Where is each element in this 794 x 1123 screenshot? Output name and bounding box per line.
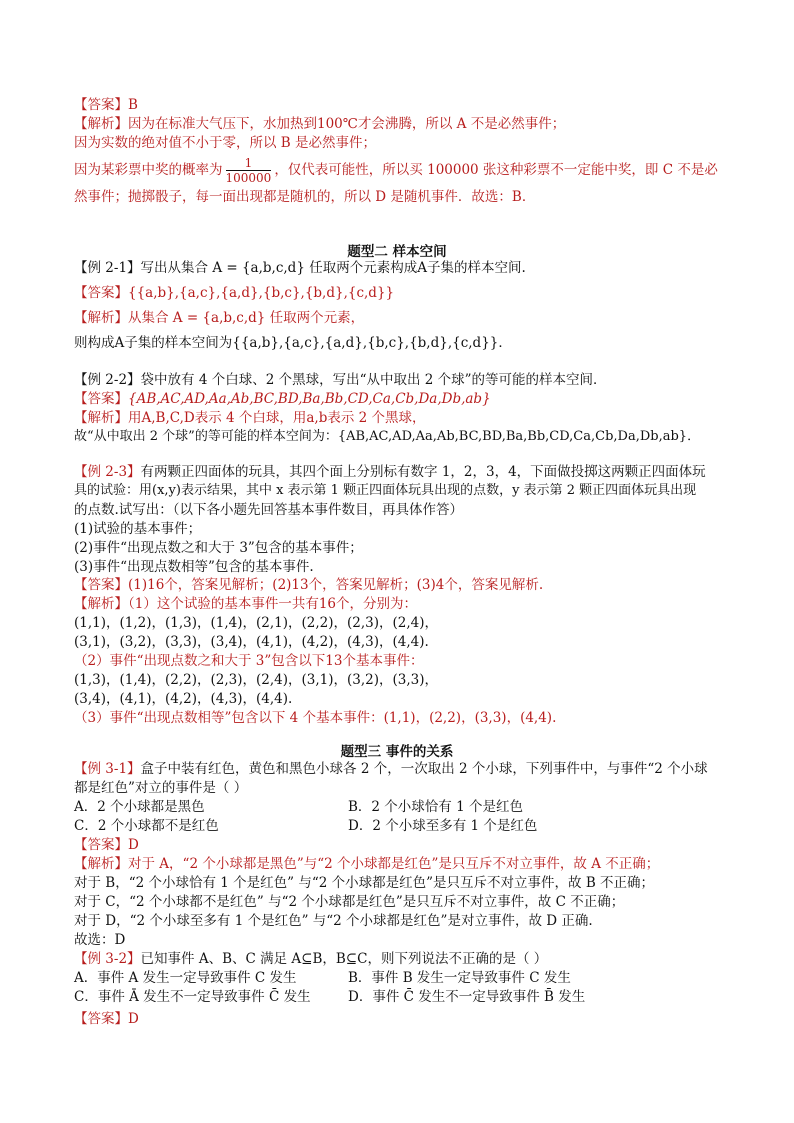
answer-2-1: 【答案】{{a,b},{a,c},{a,d},{b,c},{b,d},{c,d}} xyxy=(74,285,395,301)
example-2-3-q2: (2)事件“出现点数之和大于 3”包含的基本事件； xyxy=(74,540,363,556)
explanation-2-3-line-5: (1,3)，(1,4)，(2,2)，(2,3)，(2,4)，(3,1)，(3,2)，(3,3)， xyxy=(74,672,439,688)
example-2-3-line-2: 具的试验：用(x,y)表示结果，其中 x 表示第 1 颗正四面体玩具出现的点数，y 表示第 2 颗正四面体玩具出现 xyxy=(74,483,697,498)
example-2-3-q1: (1)试验的基本事件； xyxy=(74,521,202,537)
explanation-3-1-line-3: 对于 C，“2 个小球都不是红色” 与“2 个小球都是红色”是只互斥不对立事件，故 C 不正确； xyxy=(74,894,625,910)
explanation-2-3-line-3: (3,1)，(3,2)，(3,3)，(3,4)，(4,1)，(4,2)，(4,3)，(4,4). xyxy=(74,634,429,650)
example-2-2: 【例 2-2】袋中放有 4 个白球、2 个黑球，写出“从中取出 2 个球”的等可能的样本空间． xyxy=(74,372,607,388)
explanation-3-1-line-1: 【解析】对于 A，“2 个小球都是黑色”与“2 个小球都是红色”是只互斥不对立事件，故 A 不正确； xyxy=(74,856,660,872)
option-3-2-a: A．事件 A 发生一定导致事件 C 发生 xyxy=(74,970,297,986)
section-heading-2: 题型二 样本空间 xyxy=(347,244,447,260)
explanation-2-3-line-7: （3）事件“出现点数相等”包含以下 4 个基本事件：(1,1)，(2,2)，(3,3)，(4,4). xyxy=(74,710,557,726)
explanation-2-1-line-2: 则构成A子集的样本空间为{{a,b},{a,c},{a,d},{b,c},{b,d},{c,d}}． xyxy=(74,335,512,351)
option-3-2-c: C．事件 Ā 发生不一定导致事件 C̄ 发生 xyxy=(74,989,311,1005)
explanation-3-1-line-2: 对于 B，“2 个小球恰有 1 个是红色” 与“2 个小球都是红色”是只互斥不对立事件，故 B 不正确； xyxy=(74,875,655,891)
explanation-1-line-2: 因为实数的绝对值不小于零，所以 B 是必然事件； xyxy=(74,135,377,151)
explanation-2-3-line-2: (1,1)，(1,2)，(1,3)，(1,4)，(2,1)，(2,2)，(2,3)，(2,4)， xyxy=(74,615,439,631)
answer-3-2: 【答案】D xyxy=(74,1011,139,1027)
probability-fraction: $\frac{1}{100000}$ xyxy=(225,156,272,185)
example-2-3-line-1: 【例 2-3】有两颗正四面体的玩具，其四个面上分别标有数字 1，2，3，4，下面做投掷这两颗正四面体玩 xyxy=(74,464,706,480)
option-3-2-b: B．事件 B 发生一定导致事件 C 发生 xyxy=(348,970,571,986)
example-3-1-line-2: 都是红色”对立的事件是（ ） xyxy=(74,780,248,796)
option-b: B．2 个小球恰有 1 个是红色 xyxy=(348,799,523,815)
example-2-3-line-3: 的点数.试写出：（以下各小题先回答基本事件数目，再具体作答） xyxy=(74,502,464,518)
explanation-2-3-line-4: （2）事件“出现点数之和大于 3”包含以下13个基本事件： xyxy=(74,653,424,669)
option-a: A．2 个小球都是黑色 xyxy=(74,799,205,815)
option-d: D．2 个小球至多有 1 个是红色 xyxy=(348,818,538,834)
answer-tag: 【答案】 xyxy=(74,97,128,113)
explanation-2-3-line-1: 【解析】（1）这个试验的基本事件一共有16个，分别为： xyxy=(74,596,418,612)
option-c: C．2 个小球都不是红色 xyxy=(74,818,219,834)
answer-1: 【答案】B xyxy=(74,97,138,113)
explanation-3-1-line-5: 故选：D xyxy=(74,932,126,948)
explanation-2-3-line-6: (3,4)，(4,1)，(4,2)，(4,3)，(4,4). xyxy=(74,691,293,707)
explanation-3-1-line-4: 对于 D，“2 个小球至多有 1 个是红色” 与“2 个小球都是红色”是对立事件，故 D 正确. xyxy=(74,913,593,929)
answer-2-2: 【答案】{AB,AC,AD,Aa,Ab,BC,BD,Ba,Bb,CD,Ca,Cb,Da,Db,ab} xyxy=(74,391,491,407)
example-2-1: 【例 2-1】写出从集合 A = {a,b,c,d} 任取两个元素构成A子集的样本空间. xyxy=(74,260,526,276)
explanation-2-2-line-2: 故“从中取出 2 个球”的等可能的样本空间为：{AB,AC,AD,Aa,Ab,BC,BD,Ba,Bb,CD,Ca,Cb,Da,Db,ab}． xyxy=(74,429,701,444)
explanation-2-1-line-1: 【解析】从集合 A = {a,b,c,d} 任取两个元素， xyxy=(74,310,365,326)
example-3-1-line-1: 【例 3-1】盒子中装有红色，黄色和黑色小球各 2 个，一次取出 2 个小球，下列事件中，与事件“2 个小球 xyxy=(74,761,708,777)
section-heading-3: 题型三 事件的关系 xyxy=(340,744,454,760)
explanation-1-line-1: 【解析】因为在标准大气压下，水加热到100℃才会沸腾，所以 A 不是必然事件； xyxy=(74,116,566,132)
answer-2-3: 【答案】(1)16个，答案见解析；(2)13个，答案见解析；(3)4个，答案见解析. xyxy=(74,577,544,593)
example-3-2: 【例 3-2】已知事件 A、B、C 满足 A⊆B，B⊆C，则下列说法不正确的是（ ） xyxy=(74,951,548,967)
explanation-2-2-line-1: 【解析】用A,B,C,D表示 4 个白球，用a,b表示 2 个黑球， xyxy=(74,410,426,426)
example-2-3-q3: (3)事件“出现点数相等”包含的基本事件. xyxy=(74,559,314,575)
answer-3-1: 【答案】D xyxy=(74,837,139,853)
explanation-1-line-4: 然事件；抛掷骰子，每一面出现都是随机的，所以 D 是随机事件．故选：B． xyxy=(74,189,536,205)
explanation-1-line-3: 因为某彩票中奖的概率为 $\frac{1}{100000}$ ，仅代表可能性，所以买 100000 张这种彩票不一定能中奖，即 C 不是必 xyxy=(74,156,718,185)
option-3-2-d: D．事件 C̄ 发生不一定导致事件 B̄ 发生 xyxy=(348,989,586,1005)
